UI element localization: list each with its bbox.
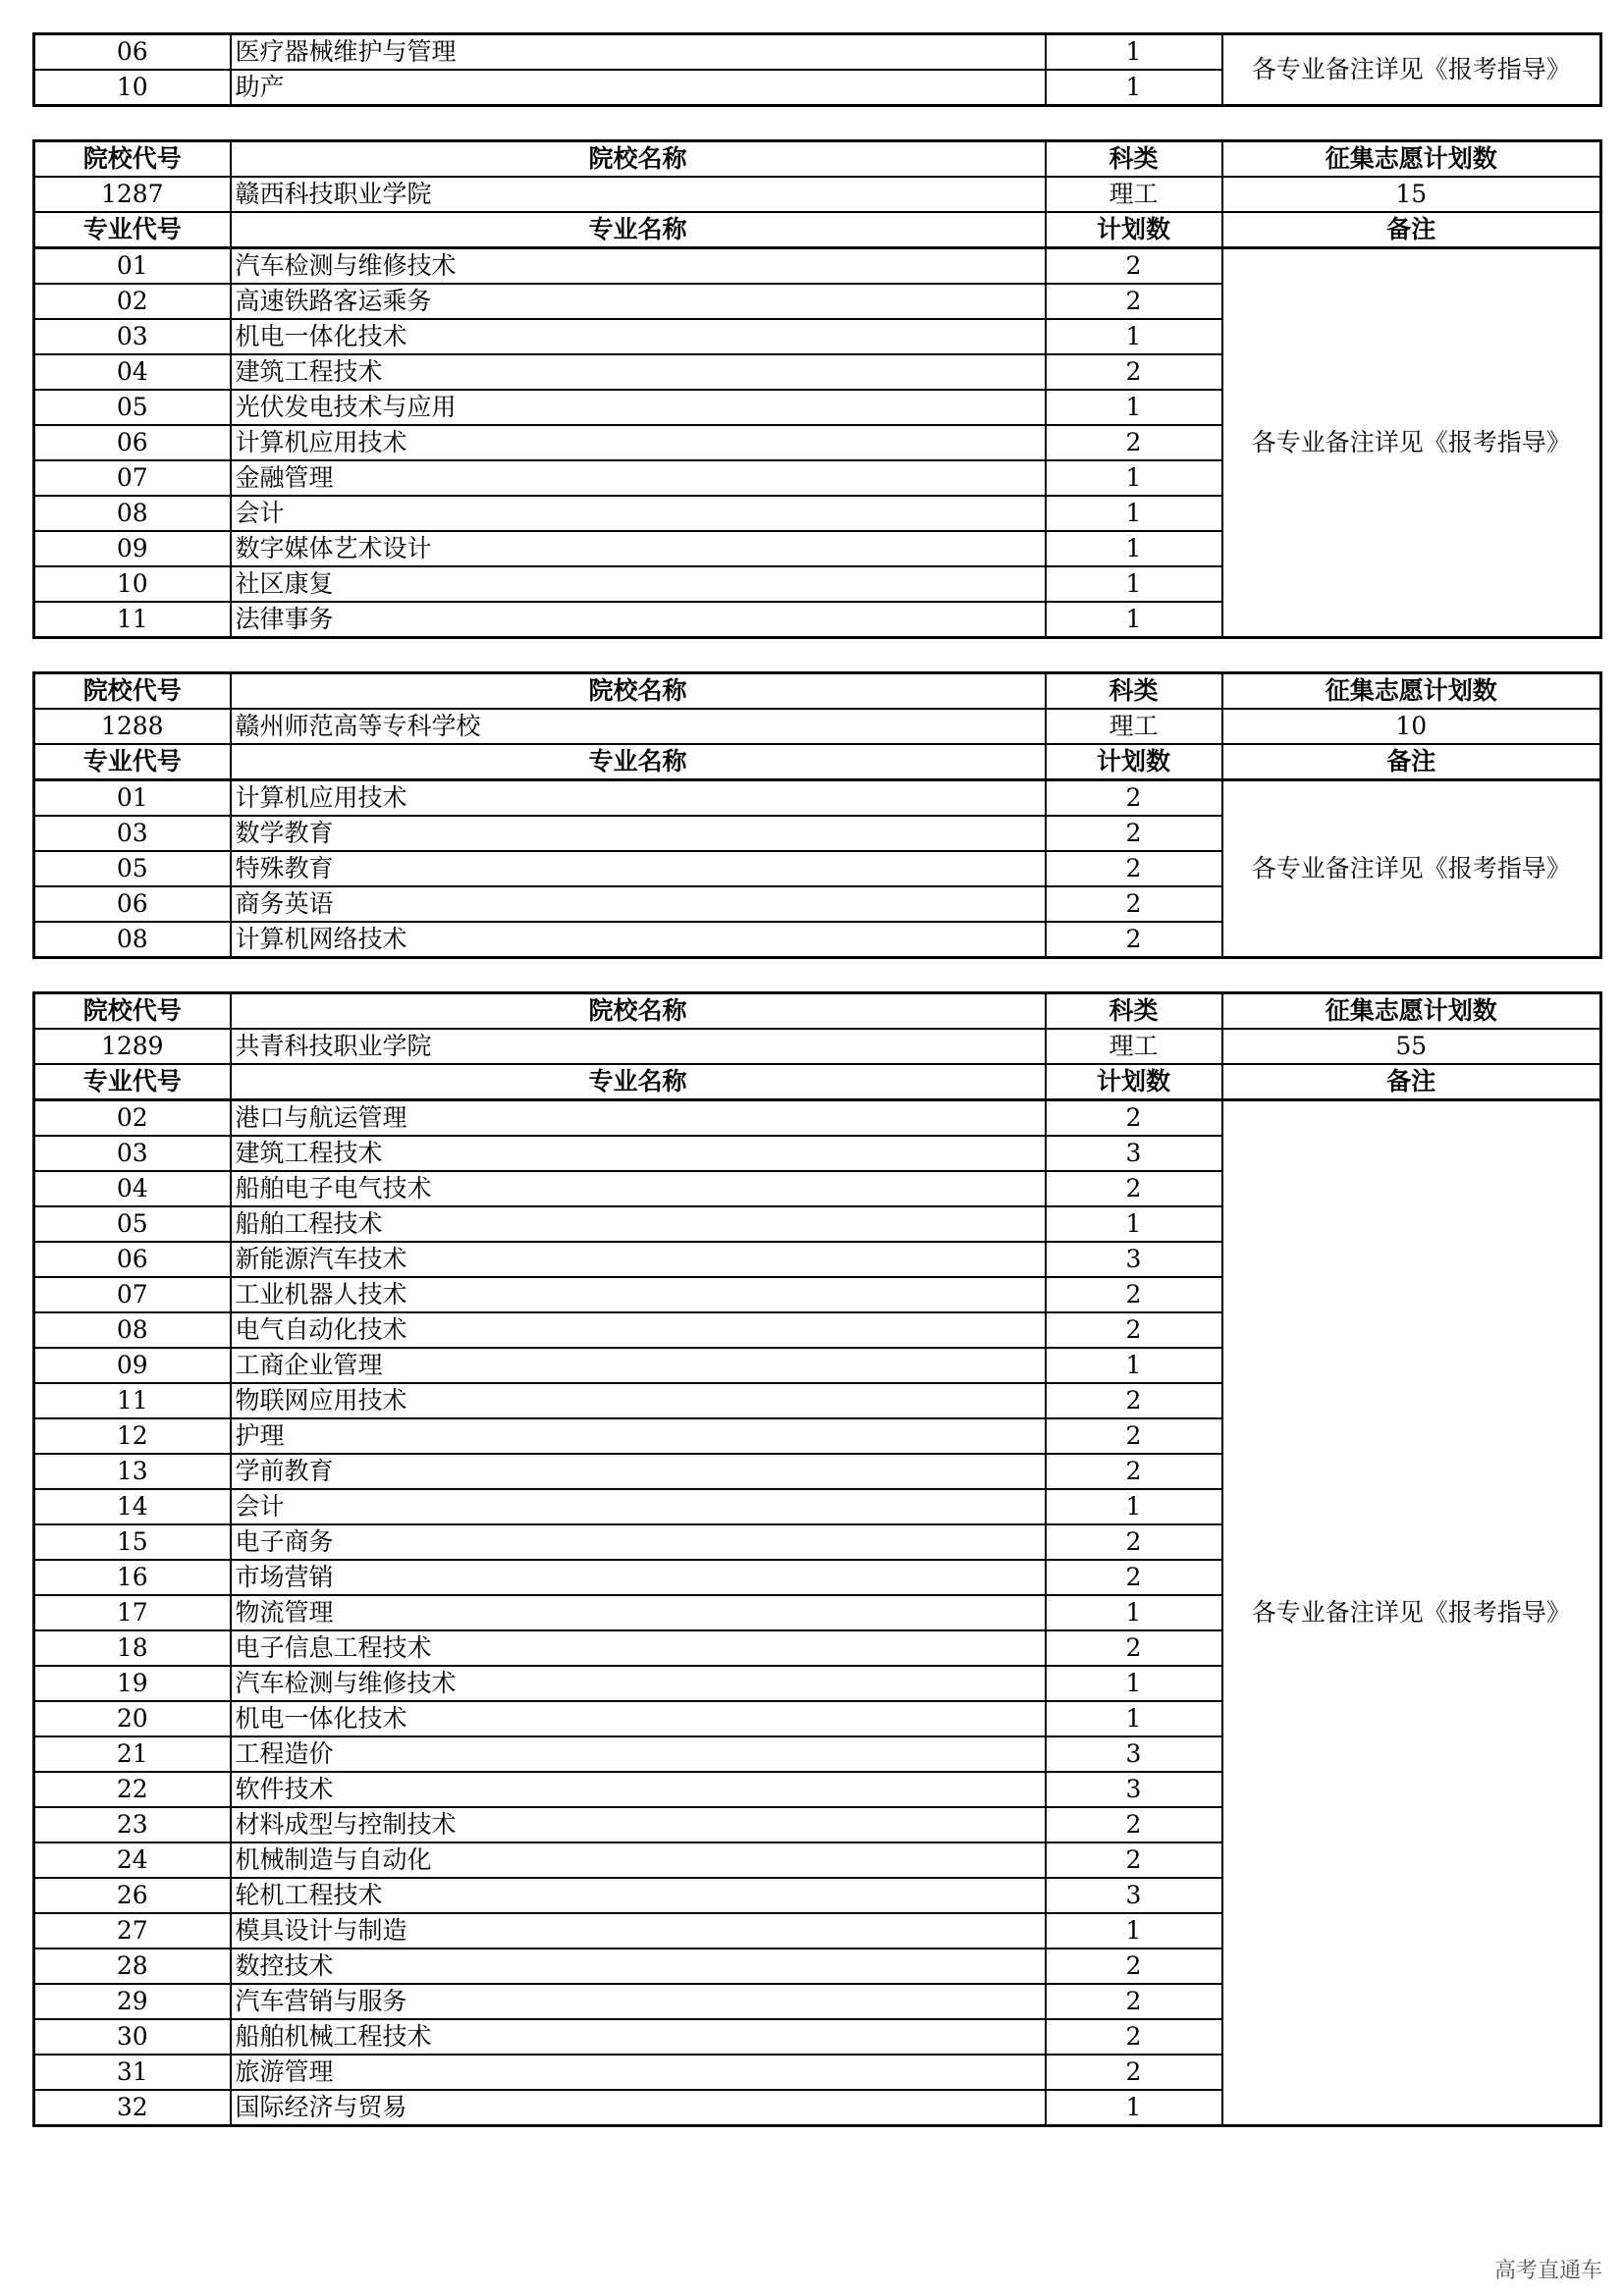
plan-count-cell: 2 — [1046, 886, 1222, 922]
plan-count-header: 计划数 — [1046, 1064, 1222, 1100]
plan-count-cell: 1 — [1046, 1206, 1222, 1242]
table-row — [34, 1100, 1601, 1137]
school-category: 理工 — [1046, 177, 1222, 212]
plan-count-cell: 1 — [1046, 34, 1222, 71]
plan-count-cell: 2 — [1046, 1418, 1222, 1454]
school-plan-total: 55 — [1222, 1029, 1601, 1064]
major-code-cell: 16 — [34, 1560, 231, 1595]
plan-count-cell: 1 — [1046, 1595, 1222, 1630]
major-name-cell: 工业机器人技术 — [231, 1277, 1046, 1312]
major-code-cell: 10 — [34, 70, 231, 106]
school-info-row — [34, 1029, 1601, 1064]
major-code-cell: 18 — [34, 1630, 231, 1666]
plan-count-cell: 1 — [1046, 2090, 1222, 2126]
school-name-header: 院校名称 — [231, 993, 1046, 1030]
major-name-cell: 国际经济与贸易 — [231, 2090, 1046, 2126]
plan-count-cell: 2 — [1046, 922, 1222, 958]
major-name-cell: 助产 — [231, 70, 1046, 106]
major-name-cell: 金融管理 — [231, 460, 1046, 496]
major-name-cell: 港口与航运管理 — [231, 1100, 1046, 1137]
major-name-cell: 法律事务 — [231, 602, 1046, 638]
remark-header: 备注 — [1222, 744, 1601, 780]
school-info-row — [34, 709, 1601, 744]
major-code-cell: 31 — [34, 2055, 231, 2090]
plan-count-cell: 1 — [1046, 1666, 1222, 1701]
major-name-cell: 机电一体化技术 — [231, 1701, 1046, 1736]
major-code-cell: 22 — [34, 1772, 231, 1807]
school-table — [32, 991, 1602, 2127]
plan-count-cell: 2 — [1046, 851, 1222, 886]
watermark-text: 高考直通车 — [1493, 2259, 1602, 2283]
school-code: 1289 — [34, 1029, 231, 1064]
major-name-cell: 护理 — [231, 1418, 1046, 1454]
major-name-header: 专业名称 — [231, 212, 1046, 248]
plan-total-header: 征集志愿计划数 — [1222, 993, 1601, 1030]
plan-count-cell: 2 — [1046, 1383, 1222, 1418]
major-code-header: 专业代号 — [34, 212, 231, 248]
major-name-cell: 会计 — [231, 1489, 1046, 1524]
remark-header: 备注 — [1222, 212, 1601, 248]
major-name-cell: 医疗器械维护与管理 — [231, 34, 1046, 71]
major-header-row — [34, 1064, 1601, 1100]
major-code-cell: 27 — [34, 1913, 231, 1949]
major-code-cell: 05 — [34, 851, 231, 886]
major-name-cell: 高速铁路客运乘务 — [231, 284, 1046, 319]
major-name-cell: 市场营销 — [231, 1560, 1046, 1595]
major-code-cell: 11 — [34, 1383, 231, 1418]
major-code-cell: 06 — [34, 1242, 231, 1277]
major-code-cell: 06 — [34, 34, 231, 71]
major-name-cell: 轮机工程技术 — [231, 1878, 1046, 1913]
major-name-cell: 会计 — [231, 496, 1046, 531]
major-code-cell: 05 — [34, 390, 231, 425]
plan-count-cell: 2 — [1046, 1100, 1222, 1137]
major-name-cell: 数字媒体艺术设计 — [231, 531, 1046, 566]
plan-count-cell: 3 — [1046, 1736, 1222, 1772]
table-row — [34, 248, 1601, 285]
plan-count-cell: 1 — [1046, 496, 1222, 531]
plan-count-cell: 2 — [1046, 1630, 1222, 1666]
school-name-header: 院校名称 — [231, 673, 1046, 710]
major-code-cell: 10 — [34, 566, 231, 602]
school-name: 赣州师范高等专科学校 — [231, 709, 1046, 744]
major-code-cell: 26 — [34, 1878, 231, 1913]
plan-count-cell: 1 — [1046, 319, 1222, 354]
plan-count-header: 计划数 — [1046, 212, 1222, 248]
plan-count-cell: 2 — [1046, 1277, 1222, 1312]
major-name-cell: 旅游管理 — [231, 2055, 1046, 2090]
category-header: 科类 — [1046, 673, 1222, 710]
plan-count-cell: 2 — [1046, 354, 1222, 390]
major-name-cell: 物流管理 — [231, 1595, 1046, 1630]
major-name-cell: 特殊教育 — [231, 851, 1046, 886]
major-code-cell: 17 — [34, 1595, 231, 1630]
plan-count-cell: 2 — [1046, 1984, 1222, 2019]
major-code-cell: 02 — [34, 284, 231, 319]
major-name-cell: 学前教育 — [231, 1454, 1046, 1489]
major-name-cell: 电子商务 — [231, 1524, 1046, 1560]
major-name-cell: 计算机应用技术 — [231, 780, 1046, 817]
major-name-cell: 光伏发电技术与应用 — [231, 390, 1046, 425]
plan-count-cell: 1 — [1046, 531, 1222, 566]
plan-count-cell: 2 — [1046, 780, 1222, 817]
major-name-cell: 电子信息工程技术 — [231, 1630, 1046, 1666]
plan-total-header: 征集志愿计划数 — [1222, 141, 1601, 178]
plan-count-cell: 1 — [1046, 1489, 1222, 1524]
plan-count-cell: 2 — [1046, 816, 1222, 851]
major-name-cell: 软件技术 — [231, 1772, 1046, 1807]
plan-count-cell: 2 — [1046, 425, 1222, 460]
major-code-cell: 28 — [34, 1949, 231, 1984]
plan-count-cell: 2 — [1046, 1454, 1222, 1489]
major-header-row — [34, 212, 1601, 248]
school-name: 共青科技职业学院 — [231, 1029, 1046, 1064]
major-name-cell: 工程造价 — [231, 1736, 1046, 1772]
major-code-cell: 07 — [34, 1277, 231, 1312]
major-code-cell: 09 — [34, 531, 231, 566]
major-code-cell: 29 — [34, 1984, 231, 2019]
major-code-cell: 13 — [34, 1454, 231, 1489]
document-page — [32, 32, 1599, 2127]
major-name-cell: 建筑工程技术 — [231, 1136, 1046, 1171]
major-code-cell: 03 — [34, 319, 231, 354]
major-name-header: 专业名称 — [231, 744, 1046, 780]
major-code-cell: 05 — [34, 1206, 231, 1242]
major-name-cell: 建筑工程技术 — [231, 354, 1046, 390]
major-name-cell: 模具设计与制造 — [231, 1913, 1046, 1949]
major-code-cell: 08 — [34, 1312, 231, 1348]
remark-cell: 各专业备注详见《报考指导》 — [1222, 34, 1601, 106]
partial-major-table — [32, 32, 1602, 107]
major-code-cell: 12 — [34, 1418, 231, 1454]
major-name-header: 专业名称 — [231, 1064, 1046, 1100]
major-name-cell: 汽车检测与维修技术 — [231, 1666, 1046, 1701]
major-code-cell: 24 — [34, 1842, 231, 1878]
school-code-header: 院校代号 — [34, 141, 231, 178]
major-code-cell: 23 — [34, 1807, 231, 1842]
school-code: 1288 — [34, 709, 231, 744]
plan-count-cell: 1 — [1046, 1348, 1222, 1383]
major-name-cell: 社区康复 — [231, 566, 1046, 602]
school-category: 理工 — [1046, 1029, 1222, 1064]
school-name: 赣西科技职业学院 — [231, 177, 1046, 212]
major-code-cell: 06 — [34, 425, 231, 460]
major-name-cell: 数学教育 — [231, 816, 1046, 851]
plan-count-cell: 1 — [1046, 390, 1222, 425]
major-code-header: 专业代号 — [34, 744, 231, 780]
remark-cell: 各专业备注详见《报考指导》 — [1222, 1100, 1601, 2126]
major-header-row — [34, 744, 1601, 780]
major-code-cell: 20 — [34, 1701, 231, 1736]
plan-count-cell: 2 — [1046, 2019, 1222, 2055]
major-code-cell: 04 — [34, 354, 231, 390]
plan-count-cell: 1 — [1046, 1913, 1222, 1949]
school-name-header: 院校名称 — [231, 141, 1046, 178]
plan-count-cell: 2 — [1046, 1312, 1222, 1348]
school-category: 理工 — [1046, 709, 1222, 744]
school-plan-total: 10 — [1222, 709, 1601, 744]
school-table — [32, 139, 1602, 639]
major-name-cell: 数控技术 — [231, 1949, 1046, 1984]
school-table — [32, 671, 1602, 959]
major-name-cell: 汽车营销与服务 — [231, 1984, 1046, 2019]
plan-total-header: 征集志愿计划数 — [1222, 673, 1601, 710]
table-row — [34, 780, 1601, 817]
plan-count-cell: 2 — [1046, 1842, 1222, 1878]
major-code-cell: 08 — [34, 922, 231, 958]
major-name-cell: 计算机网络技术 — [231, 922, 1046, 958]
plan-count-cell: 2 — [1046, 1807, 1222, 1842]
major-name-cell: 船舶工程技术 — [231, 1206, 1046, 1242]
plan-count-cell: 2 — [1046, 1524, 1222, 1560]
school-info-row — [34, 177, 1601, 212]
plan-count-cell: 2 — [1046, 248, 1222, 285]
major-name-cell: 机电一体化技术 — [231, 319, 1046, 354]
plan-count-cell: 2 — [1046, 1949, 1222, 1984]
table-row — [34, 34, 1601, 71]
school-header-row — [34, 141, 1601, 178]
major-code-cell: 32 — [34, 2090, 231, 2126]
major-code-cell: 08 — [34, 496, 231, 531]
category-header: 科类 — [1046, 141, 1222, 178]
plan-count-cell: 3 — [1046, 1878, 1222, 1913]
major-code-cell: 01 — [34, 248, 231, 285]
school-code-header: 院校代号 — [34, 673, 231, 710]
plan-count-cell: 1 — [1046, 70, 1222, 106]
major-name-cell: 船舶机械工程技术 — [231, 2019, 1046, 2055]
plan-count-cell: 2 — [1046, 1560, 1222, 1595]
major-code-cell: 06 — [34, 886, 231, 922]
plan-count-cell: 1 — [1046, 566, 1222, 602]
category-header: 科类 — [1046, 993, 1222, 1030]
major-code-cell: 14 — [34, 1489, 231, 1524]
major-code-cell: 03 — [34, 1136, 231, 1171]
school-header-row — [34, 993, 1601, 1030]
remark-header: 备注 — [1222, 1064, 1601, 1100]
major-code-cell: 01 — [34, 780, 231, 817]
major-name-cell: 商务英语 — [231, 886, 1046, 922]
major-code-cell: 30 — [34, 2019, 231, 2055]
major-name-cell: 船舶电子电气技术 — [231, 1171, 1046, 1206]
major-name-cell: 汽车检测与维修技术 — [231, 248, 1046, 285]
plan-count-cell: 2 — [1046, 2055, 1222, 2090]
remark-cell: 各专业备注详见《报考指导》 — [1222, 780, 1601, 958]
major-code-cell: 03 — [34, 816, 231, 851]
school-code-header: 院校代号 — [34, 993, 231, 1030]
major-name-cell: 物联网应用技术 — [231, 1383, 1046, 1418]
major-code-cell: 07 — [34, 460, 231, 496]
plan-count-cell: 3 — [1046, 1136, 1222, 1171]
plan-count-cell: 3 — [1046, 1242, 1222, 1277]
plan-count-cell: 2 — [1046, 1171, 1222, 1206]
remark-cell: 各专业备注详见《报考指导》 — [1222, 248, 1601, 638]
major-name-cell: 电气自动化技术 — [231, 1312, 1046, 1348]
major-code-cell: 19 — [34, 1666, 231, 1701]
major-name-cell: 新能源汽车技术 — [231, 1242, 1046, 1277]
major-name-cell: 计算机应用技术 — [231, 425, 1046, 460]
major-code-cell: 04 — [34, 1171, 231, 1206]
plan-count-cell: 1 — [1046, 460, 1222, 496]
major-name-cell: 工商企业管理 — [231, 1348, 1046, 1383]
plan-count-cell: 2 — [1046, 284, 1222, 319]
major-code-cell: 11 — [34, 602, 231, 638]
plan-count-header: 计划数 — [1046, 744, 1222, 780]
major-name-cell: 材料成型与控制技术 — [231, 1807, 1046, 1842]
plan-count-cell: 1 — [1046, 602, 1222, 638]
major-code-cell: 09 — [34, 1348, 231, 1383]
school-header-row — [34, 673, 1601, 710]
major-code-cell: 15 — [34, 1524, 231, 1560]
major-code-cell: 02 — [34, 1100, 231, 1137]
major-code-cell: 21 — [34, 1736, 231, 1772]
school-plan-total: 15 — [1222, 177, 1601, 212]
school-code: 1287 — [34, 177, 231, 212]
plan-count-cell: 1 — [1046, 1701, 1222, 1736]
major-name-cell: 机械制造与自动化 — [231, 1842, 1046, 1878]
plan-count-cell: 3 — [1046, 1772, 1222, 1807]
major-code-header: 专业代号 — [34, 1064, 231, 1100]
